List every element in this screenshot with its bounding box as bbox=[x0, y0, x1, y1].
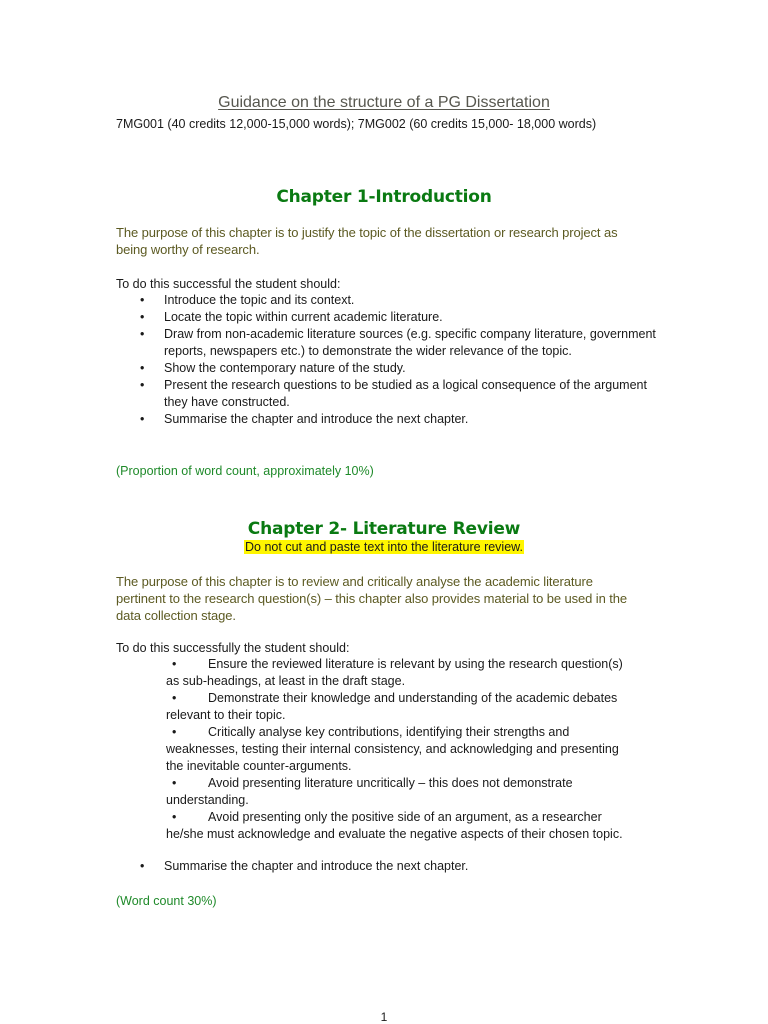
list-item bbox=[140, 292, 660, 309]
bullet-icon: • bbox=[140, 293, 145, 307]
list-item-text: Locate the topic within current academic literature. bbox=[164, 310, 443, 324]
list-item bbox=[166, 690, 636, 724]
chapter-1-purpose: The purpose of this chapter is to justify the topic of the dissertation or research project as being worthy of research. bbox=[116, 225, 618, 257]
list-item bbox=[166, 724, 636, 775]
bullet-icon: • bbox=[140, 859, 145, 873]
bullet-icon: • bbox=[172, 691, 177, 705]
bullet-icon: • bbox=[172, 657, 177, 671]
bullet-icon: • bbox=[140, 361, 145, 375]
list-item bbox=[140, 360, 660, 377]
list-item-text: Summarise the chapter and introduce the next chapter. bbox=[164, 412, 469, 426]
bullet-icon: • bbox=[140, 310, 145, 324]
list-item bbox=[166, 775, 636, 809]
chapter-2-heading: Chapter 2- Literature Review bbox=[247, 519, 521, 539]
list-item-text: Avoid presenting only the positive side of an argument, as a researcher he/she must acknowledge and evaluate the negative aspects of their chosen topic. bbox=[166, 810, 623, 841]
list-item-text: Demonstrate their knowledge and understanding of the academic debates relevant to their topic. bbox=[166, 691, 618, 722]
bullet-icon: • bbox=[172, 776, 177, 790]
chapter-2-intro: To do this successfully the student should: bbox=[116, 641, 350, 655]
list-item bbox=[140, 309, 660, 326]
bullet-icon: • bbox=[140, 412, 145, 426]
chapter-2-task-list bbox=[166, 656, 636, 843]
bullet-icon: • bbox=[172, 810, 177, 824]
chapter-1-word-count: (Proportion of word count, approximately 10%) bbox=[116, 464, 374, 478]
chapter-2-word-count: (Word count 30%) bbox=[116, 894, 217, 908]
list-item bbox=[140, 858, 660, 875]
chapter-2-purpose: The purpose of this chapter is to review and critically analyse the academic literature pertinent to the research question(s) – this chapter also provides material to be used in the data collection stage. bbox=[116, 574, 627, 623]
bullet-icon: • bbox=[140, 378, 145, 392]
bullet-icon: • bbox=[172, 725, 177, 739]
list-item bbox=[140, 377, 660, 411]
copy-paste-warning bbox=[0, 539, 768, 555]
page-number: 1 bbox=[380, 1010, 388, 1024]
chapter-1-intro: To do this successful the student should: bbox=[116, 277, 341, 291]
list-item bbox=[166, 809, 636, 843]
chapter-2-summary-list bbox=[140, 858, 660, 875]
list-item bbox=[140, 411, 660, 428]
list-item-text: Avoid presenting literature uncritically – this does not demonstrate understanding. bbox=[166, 776, 573, 807]
list-item-text: Ensure the reviewed literature is relevant by using the research question(s) as sub-headings, at least in the draft stage. bbox=[166, 657, 623, 688]
list-item-text: Summarise the chapter and introduce the next chapter. bbox=[164, 859, 469, 873]
list-item-text: Present the research questions to be studied as a logical consequence of the argument they have constructed. bbox=[164, 378, 647, 409]
document-title: Guidance on the structure of a PG Dissertation bbox=[218, 94, 550, 111]
list-item-text: Critically analyse key contributions, identifying their strengths and weaknesses, testing their internal consistency, and acknowledging and presenting the inevitable counter-arguments. bbox=[166, 725, 619, 773]
list-item-text: Draw from non-academic literature sources (e.g. specific company literature, government reports, newspapers etc.) to demonstrate the wider relevance of the topic. bbox=[164, 327, 656, 358]
chapter-1-heading: Chapter 1-Introduction bbox=[276, 187, 492, 207]
bullet-icon: • bbox=[140, 327, 145, 341]
list-item bbox=[166, 656, 636, 690]
list-item-text: Show the contemporary nature of the study. bbox=[164, 361, 406, 375]
list-item bbox=[140, 326, 660, 360]
chapter-1-task-list bbox=[140, 292, 660, 428]
module-credits-line: 7MG001 (40 credits 12,000-15,000 words); 7MG002 (60 credits 15,000- 18,000 words) bbox=[116, 117, 597, 131]
highlighted-warning-text: Do not cut and paste text into the literature review. bbox=[245, 540, 523, 554]
list-item-text: Introduce the topic and its context. bbox=[164, 293, 355, 307]
